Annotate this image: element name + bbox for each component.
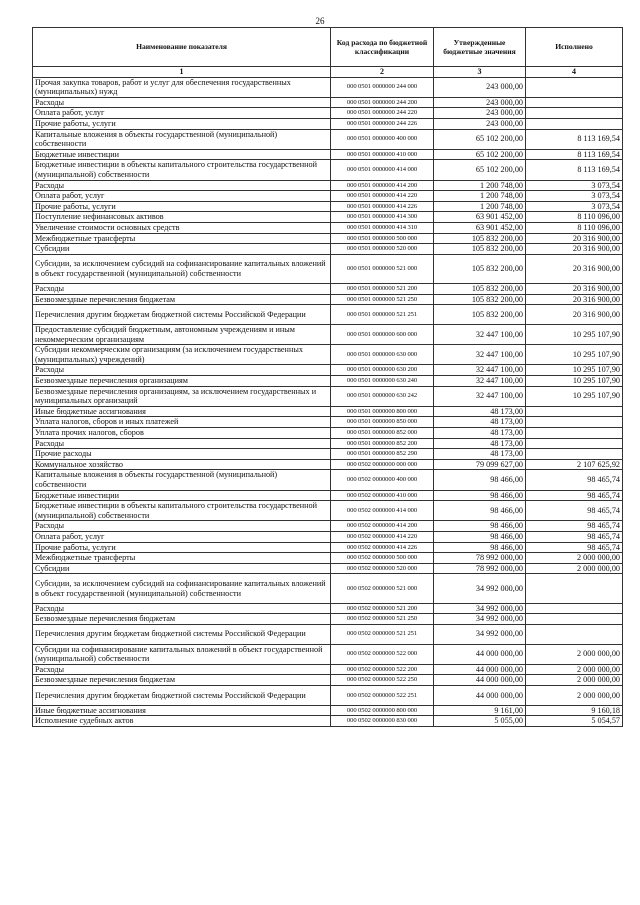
row-approved: 65 102 200,00 [434,160,526,180]
row-approved: 78 992 000,00 [434,553,526,564]
row-approved: 44 000 000,00 [434,686,526,706]
column-number: 1 [33,67,331,78]
row-code: 000 0502 0000000 414 200 [331,521,434,532]
row-approved: 1 200 748,00 [434,191,526,202]
row-code: 000 0502 0000000 400 000 [331,470,434,490]
table-row [33,129,623,149]
row-name: Субсидии [33,563,331,574]
column-number: 2 [331,67,434,78]
row-executed: 98 465,74 [526,470,623,490]
row-executed [526,428,623,439]
row-executed: 20 316 900,00 [526,294,623,305]
row-approved: 63 901 452,00 [434,222,526,233]
row-executed: 9 160,18 [526,705,623,716]
row-approved: 105 832 200,00 [434,305,526,325]
row-code: 000 0502 0000000 521 000 [331,574,434,603]
row-executed: 3 073,54 [526,201,623,212]
row-executed: 98 465,74 [526,490,623,501]
row-approved: 98 466,00 [434,542,526,553]
row-approved: 34 992 000,00 [434,574,526,603]
row-code: 000 0501 0000000 414 000 [331,160,434,180]
row-approved: 48 173,00 [434,428,526,439]
row-code: 000 0501 0000000 630 000 [331,345,434,365]
header-approved-values: Утвержденные бюджетные значения [434,28,526,67]
row-code: 000 0501 0000000 414 200 [331,180,434,191]
row-code: 000 0501 0000000 244 000 [331,77,434,97]
row-code: 000 0501 0000000 600 000 [331,325,434,345]
table-row [33,77,623,97]
row-executed: 5 054,57 [526,716,623,727]
table-row [33,118,623,129]
row-name: Исполнение судебных актов [33,716,331,727]
row-name: Безвозмездные перечисления организациям, за исключением государственных и муниципальных организаций [33,386,331,406]
row-name: Бюджетные инвестиции [33,490,331,501]
row-code: 000 0501 0000000 521 251 [331,305,434,325]
row-name: Межбюджетные трансферты [33,553,331,564]
table-row [33,108,623,119]
table-row [33,428,623,439]
row-code: 000 0501 0000000 521 250 [331,294,434,305]
row-code: 000 0502 0000000 830 000 [331,716,434,727]
row-name: Субсидии [33,244,331,255]
table-row [33,470,623,490]
row-code: 000 0502 0000000 522 251 [331,686,434,706]
row-approved: 34 992 000,00 [434,614,526,625]
row-code: 000 0501 0000000 500 000 [331,233,434,244]
row-name: Прочие работы, услуги [33,542,331,553]
row-approved: 32 447 100,00 [434,376,526,387]
row-executed: 10 295 107,90 [526,376,623,387]
table-row [33,449,623,460]
row-executed [526,449,623,460]
row-executed [526,118,623,129]
row-name: Расходы [33,603,331,614]
page-number: 26 [315,16,325,26]
table-row [33,294,623,305]
row-code: 000 0502 0000000 521 251 [331,624,434,644]
row-executed [526,438,623,449]
row-approved: 98 466,00 [434,501,526,521]
table-row [33,191,623,202]
row-executed: 8 110 096,00 [526,212,623,223]
table-row [33,459,623,470]
row-approved: 63 901 452,00 [434,212,526,223]
table-row [33,149,623,160]
table-row [33,376,623,387]
row-approved: 65 102 200,00 [434,149,526,160]
table-row [33,553,623,564]
row-executed: 2 000 000,00 [526,553,623,564]
table-row [33,406,623,417]
row-code: 000 0501 0000000 400 000 [331,129,434,149]
row-executed: 20 316 900,00 [526,233,623,244]
row-code: 000 0502 0000000 500 000 [331,553,434,564]
table-row [33,675,623,686]
table-row [33,325,623,345]
row-name: Расходы [33,664,331,675]
row-approved: 105 832 200,00 [434,233,526,244]
table-row [33,438,623,449]
row-executed [526,77,623,97]
table-row [33,501,623,521]
row-executed: 2 000 000,00 [526,664,623,675]
row-approved: 44 000 000,00 [434,644,526,664]
row-approved: 5 055,00 [434,716,526,727]
row-code: 000 0501 0000000 630 242 [331,386,434,406]
row-code: 000 0501 0000000 852 200 [331,438,434,449]
table-row [33,531,623,542]
row-executed: 98 465,74 [526,531,623,542]
row-approved: 1 200 748,00 [434,201,526,212]
row-executed: 20 316 900,00 [526,254,623,283]
row-name: Коммунальное хозяйство [33,459,331,470]
row-name: Прочие работы, услуги [33,201,331,212]
table-row [33,644,623,664]
row-name: Прочие работы, услуги [33,118,331,129]
row-approved: 98 466,00 [434,521,526,532]
row-executed: 20 316 900,00 [526,244,623,255]
expenditure-table [32,27,623,727]
row-code: 000 0501 0000000 414 310 [331,222,434,233]
table-row [33,244,623,255]
row-approved: 32 447 100,00 [434,386,526,406]
column-number: 4 [526,67,623,78]
table-row [33,521,623,532]
row-executed: 2 000 000,00 [526,644,623,664]
row-executed: 3 073,54 [526,180,623,191]
row-name: Расходы [33,180,331,191]
row-name: Субсидии на софинансирование капитальных вложений в объект государственной (муниципальной) собственности [33,644,331,664]
table-body [33,77,623,726]
row-code: 000 0501 0000000 630 200 [331,365,434,376]
row-approved: 243 000,00 [434,77,526,97]
row-code: 000 0502 0000000 414 220 [331,531,434,542]
row-approved: 32 447 100,00 [434,325,526,345]
row-code: 000 0502 0000000 414 000 [331,501,434,521]
row-code: 000 0502 0000000 520 000 [331,563,434,574]
row-name: Оплата работ, услуг [33,191,331,202]
row-name: Прочая закупка товаров, работ и услуг для обеспечения государственных (муниципальных) нужд [33,77,331,97]
row-code: 000 0501 0000000 852 000 [331,428,434,439]
row-approved: 34 992 000,00 [434,603,526,614]
row-code: 000 0502 0000000 414 226 [331,542,434,553]
row-code: 000 0501 0000000 410 000 [331,149,434,160]
row-executed [526,624,623,644]
row-code: 000 0501 0000000 244 200 [331,97,434,108]
row-executed: 8 110 096,00 [526,222,623,233]
table-row [33,233,623,244]
row-executed [526,603,623,614]
row-approved: 48 173,00 [434,438,526,449]
row-name: Расходы [33,438,331,449]
header-expense-code: Код расхода по бюджетной классификации [331,28,434,67]
row-executed: 98 465,74 [526,521,623,532]
row-approved: 79 099 627,00 [434,459,526,470]
row-name: Расходы [33,97,331,108]
row-code: 000 0501 0000000 850 000 [331,417,434,428]
row-name: Оплата работ, услуг [33,531,331,542]
row-name: Безвозмездные перечисления бюджетам [33,675,331,686]
row-executed: 10 295 107,90 [526,325,623,345]
row-executed: 10 295 107,90 [526,345,623,365]
table-row [33,386,623,406]
row-approved: 243 000,00 [434,97,526,108]
row-code: 000 0501 0000000 244 220 [331,108,434,119]
row-executed: 2 000 000,00 [526,675,623,686]
table-row [33,490,623,501]
table-row [33,222,623,233]
table-row [33,417,623,428]
row-code: 000 0501 0000000 414 220 [331,191,434,202]
row-executed: 10 295 107,90 [526,365,623,376]
table-row [33,284,623,295]
table-row [33,345,623,365]
row-executed [526,406,623,417]
row-name: Бюджетные инвестиции [33,149,331,160]
row-code: 000 0501 0000000 414 226 [331,201,434,212]
row-executed: 8 113 169,54 [526,149,623,160]
row-approved: 98 466,00 [434,531,526,542]
table-row [33,603,623,614]
row-approved: 105 832 200,00 [434,254,526,283]
row-code: 000 0501 0000000 414 300 [331,212,434,223]
row-name: Уплата налогов, сборов и иных платежей [33,417,331,428]
row-name: Расходы [33,365,331,376]
row-name: Расходы [33,521,331,532]
table-row [33,305,623,325]
row-name: Оплата работ, услуг [33,108,331,119]
table-row [33,624,623,644]
row-name: Увеличение стоимости основных средств [33,222,331,233]
table-header-row [33,28,623,67]
table-row [33,254,623,283]
table-row [33,201,623,212]
table-row [33,542,623,553]
row-code: 000 0502 0000000 521 200 [331,603,434,614]
row-code: 000 0501 0000000 521 200 [331,284,434,295]
row-code: 000 0501 0000000 244 226 [331,118,434,129]
row-name: Перечисления другим бюджетам бюджетной системы Российской Федерации [33,305,331,325]
row-executed: 2 000 000,00 [526,686,623,706]
row-code: 000 0502 0000000 522 000 [331,644,434,664]
row-name: Субсидии, за исключением субсидий на софинансирование капитальных вложений в объект государственной (муниципальной) собственности [33,254,331,283]
row-approved: 98 466,00 [434,470,526,490]
row-approved: 78 992 000,00 [434,563,526,574]
row-code: 000 0501 0000000 630 240 [331,376,434,387]
row-executed: 3 073,54 [526,191,623,202]
table-row [33,180,623,191]
row-executed [526,614,623,625]
row-executed [526,97,623,108]
row-approved: 1 200 748,00 [434,180,526,191]
row-name: Субсидии, за исключением субсидий на софинансирование капитальных вложений в объект государственной (муниципальной) собственности [33,574,331,603]
table-row [33,705,623,716]
row-approved: 9 161,00 [434,705,526,716]
row-name: Безвозмездные перечисления бюджетам [33,614,331,625]
row-approved: 65 102 200,00 [434,129,526,149]
row-name: Межбюджетные трансферты [33,233,331,244]
row-code: 000 0502 0000000 800 000 [331,705,434,716]
row-executed: 2 000 000,00 [526,563,623,574]
row-executed: 20 316 900,00 [526,305,623,325]
row-approved: 48 173,00 [434,406,526,417]
row-executed: 10 295 107,90 [526,386,623,406]
row-approved: 243 000,00 [434,108,526,119]
row-code: 000 0502 0000000 522 200 [331,664,434,675]
row-code: 000 0502 0000000 410 000 [331,490,434,501]
row-approved: 105 832 200,00 [434,284,526,295]
table-row [33,365,623,376]
row-approved: 32 447 100,00 [434,365,526,376]
row-name: Перечисления другим бюджетам бюджетной системы Российской Федерации [33,624,331,644]
table-row [33,716,623,727]
table-row [33,664,623,675]
row-code: 000 0502 0000000 521 250 [331,614,434,625]
row-name: Перечисления другим бюджетам бюджетной системы Российской Федерации [33,686,331,706]
row-name: Уплата прочих налогов, сборов [33,428,331,439]
row-name: Предоставление субсидий бюджетным, автономным учреждениям и иным некоммерческим организациям [33,325,331,345]
row-approved: 105 832 200,00 [434,294,526,305]
row-code: 000 0501 0000000 852 290 [331,449,434,460]
table-row [33,97,623,108]
column-number-row [33,67,623,78]
row-code: 000 0502 0000000 522 250 [331,675,434,686]
row-name: Субсидии некоммерческим организациям (за исключением государственных (муниципальных) учреждений) [33,345,331,365]
table-row [33,212,623,223]
row-executed: 20 316 900,00 [526,284,623,295]
row-code: 000 0502 0000000 000 000 [331,459,434,470]
row-name: Бюджетные инвестиции в объекты капитального строительства государственной (муниципальной) собственности [33,501,331,521]
row-executed: 2 107 625,92 [526,459,623,470]
row-executed [526,417,623,428]
header-executed: Исполнено [526,28,623,67]
column-number: 3 [434,67,526,78]
row-executed [526,108,623,119]
table-row [33,614,623,625]
row-approved: 48 173,00 [434,417,526,428]
row-code: 000 0501 0000000 521 000 [331,254,434,283]
row-executed: 98 465,74 [526,542,623,553]
row-code: 000 0501 0000000 520 000 [331,244,434,255]
row-approved: 44 000 000,00 [434,675,526,686]
row-name: Бюджетные инвестиции в объекты капитального строительства государственной (муниципальной) собственности [33,160,331,180]
row-name: Безвозмездные перечисления бюджетам [33,294,331,305]
row-name: Капитальные вложения в объекты государственной (муниципальной) собственности [33,129,331,149]
row-approved: 44 000 000,00 [434,664,526,675]
row-name: Иные бюджетные ассигнования [33,406,331,417]
row-executed [526,574,623,603]
row-name: Иные бюджетные ассигнования [33,705,331,716]
row-approved: 34 992 000,00 [434,624,526,644]
row-executed: 98 465,74 [526,501,623,521]
row-name: Капитальные вложения в объекты государственной (муниципальной) собственности [33,470,331,490]
table-row [33,574,623,603]
row-code: 000 0501 0000000 800 000 [331,406,434,417]
row-name: Поступление нефинансовых активов [33,212,331,223]
row-name: Безвозмездные перечисления организациям [33,376,331,387]
row-executed: 8 113 169,54 [526,160,623,180]
row-name: Прочие расходы [33,449,331,460]
row-approved: 243 000,00 [434,118,526,129]
header-indicator-name: Наименование показателя [33,28,331,67]
table-row [33,563,623,574]
row-approved: 32 447 100,00 [434,345,526,365]
row-approved: 48 173,00 [434,449,526,460]
table-row [33,686,623,706]
row-approved: 105 832 200,00 [434,244,526,255]
row-approved: 98 466,00 [434,490,526,501]
table-row [33,160,623,180]
row-executed: 8 113 169,54 [526,129,623,149]
row-name: Расходы [33,284,331,295]
